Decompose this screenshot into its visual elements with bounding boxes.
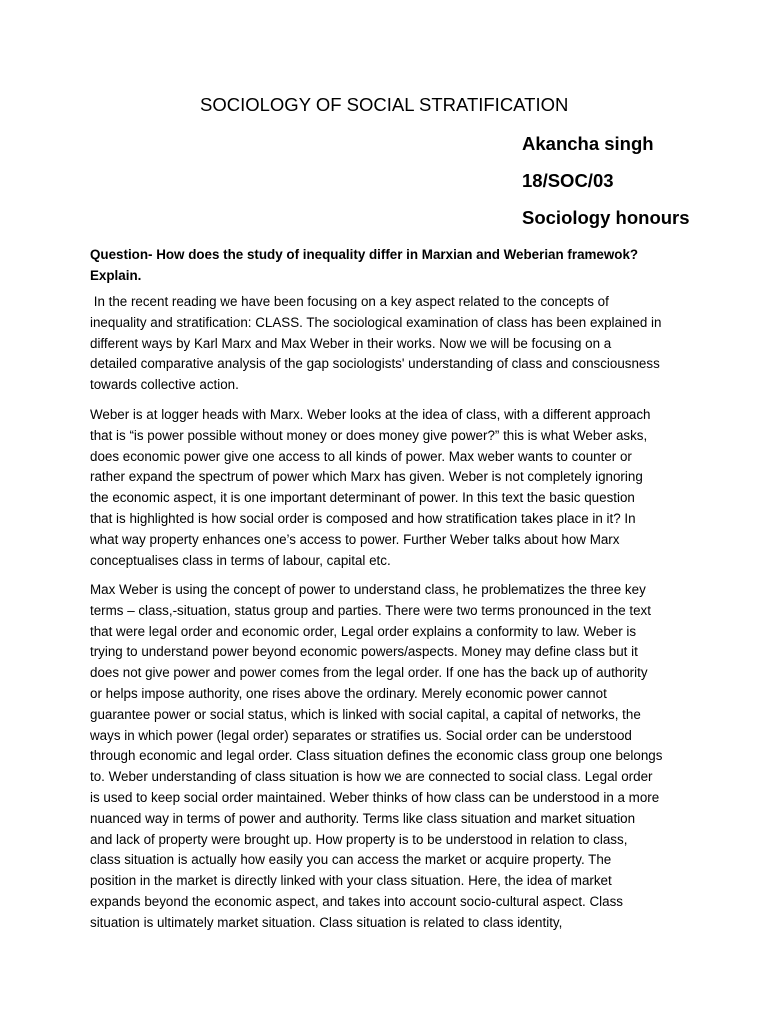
text-line: that is highlighted is how social order is composed and how stratification takes place in it? In: [90, 510, 636, 526]
text-line: In the recent reading we have been focusing on a key aspect related to the concepts of: [90, 294, 609, 309]
document-title: SOCIOLOGY OF SOCIAL STRATIFICATION: [200, 94, 569, 115]
text-line: and lack of property were brought up. How property is to be understood in relation to class,: [90, 831, 628, 847]
text-line: is used to keep social order maintained. Weber thinks of how class can be understood in a more: [90, 789, 660, 805]
text-line: rather expand the spectrum of power which Marx has given. Weber is not completely ignoring: [90, 469, 643, 485]
text-line: trying to understand power beyond economic powers/aspects. Money may define class but it: [90, 644, 638, 660]
text-line: position in the market is directly linked with your class situation. Here, the idea of market: [90, 873, 612, 889]
question-line: Question- How does the study of inequality differ in Marxian and Weberian framewok?: [90, 247, 639, 262]
text-line: inequality and stratification: CLASS. The sociological examination of class has been explained in: [90, 314, 662, 330]
course-name: Sociology honours: [522, 207, 690, 228]
text-line: or helps impose authority, one rises above the ordinary. Merely economic power cannot: [90, 685, 607, 701]
text-line: does not give power and power comes from the legal order. If one has the back up of authority: [90, 665, 648, 681]
author-name: Akancha singh: [522, 133, 654, 154]
text-line: ways in which power (legal order) separates or stratifies us. Social order can be understood: [90, 727, 632, 743]
text-line: that were legal order and economic order, Legal order explains a conformity to law. Weber is: [90, 623, 637, 639]
paragraph-weber-marx: [90, 405, 690, 571]
text-line: expands beyond the economic aspect, and takes into account socio-cultural aspect. Class: [90, 893, 623, 909]
question-line: Explain.: [90, 268, 142, 283]
text-line: terms – class,-situation, status group and parties. There were two terms pronounced in the text: [90, 602, 651, 618]
text-line: that is “is power possible without money or does money give power?” this is what Weber asks,: [90, 427, 648, 443]
text-line: to. Weber understanding of class situation is how we are connected to social class. Legal order: [90, 769, 653, 785]
text-line: detailed comparative analysis of the gap sociologists' understanding of class and consciousness: [90, 356, 660, 372]
text-line: class situation is actually how easily you can access the market or acquire property. The: [90, 852, 612, 868]
text-line: guarantee power or social status, which is linked with social capital, a capital of networks, the: [90, 706, 641, 722]
paragraph-power-class: [90, 580, 690, 934]
roll-number: 18/SOC/03: [522, 170, 614, 191]
text-line: what way property enhances one’s access to power. Further Weber talks about how Marx: [90, 531, 620, 547]
text-line: Weber is at logger heads with Marx. Weber looks at the idea of class, with a different approach: [90, 407, 651, 422]
text-line: nuanced way in terms of power and authority. Terms like class situation and market situation: [90, 810, 636, 826]
text-line: different ways by Karl Marx and Max Weber in their works. Now we will be focusing on a: [90, 335, 612, 351]
text-line: situation is ultimately market situation. Class situation is related to class identity,: [90, 914, 563, 930]
paragraph-intro: [90, 292, 690, 396]
text-line: Max Weber is using the concept of power to understand class, he problematizes the three key: [90, 582, 646, 597]
question-text: [90, 244, 682, 286]
text-line: towards collective action.: [90, 377, 239, 393]
text-line: the economic aspect, it is one important determinant of power. In this text the basic question: [90, 490, 635, 506]
text-line: through economic and legal order. Class situation defines the economic class group one belongs: [90, 748, 663, 764]
text-line: does economic power give one access to all kinds of power. Max weber wants to counter or: [90, 448, 632, 464]
text-line: conceptualises class in terms of labour, capital etc.: [90, 552, 391, 568]
